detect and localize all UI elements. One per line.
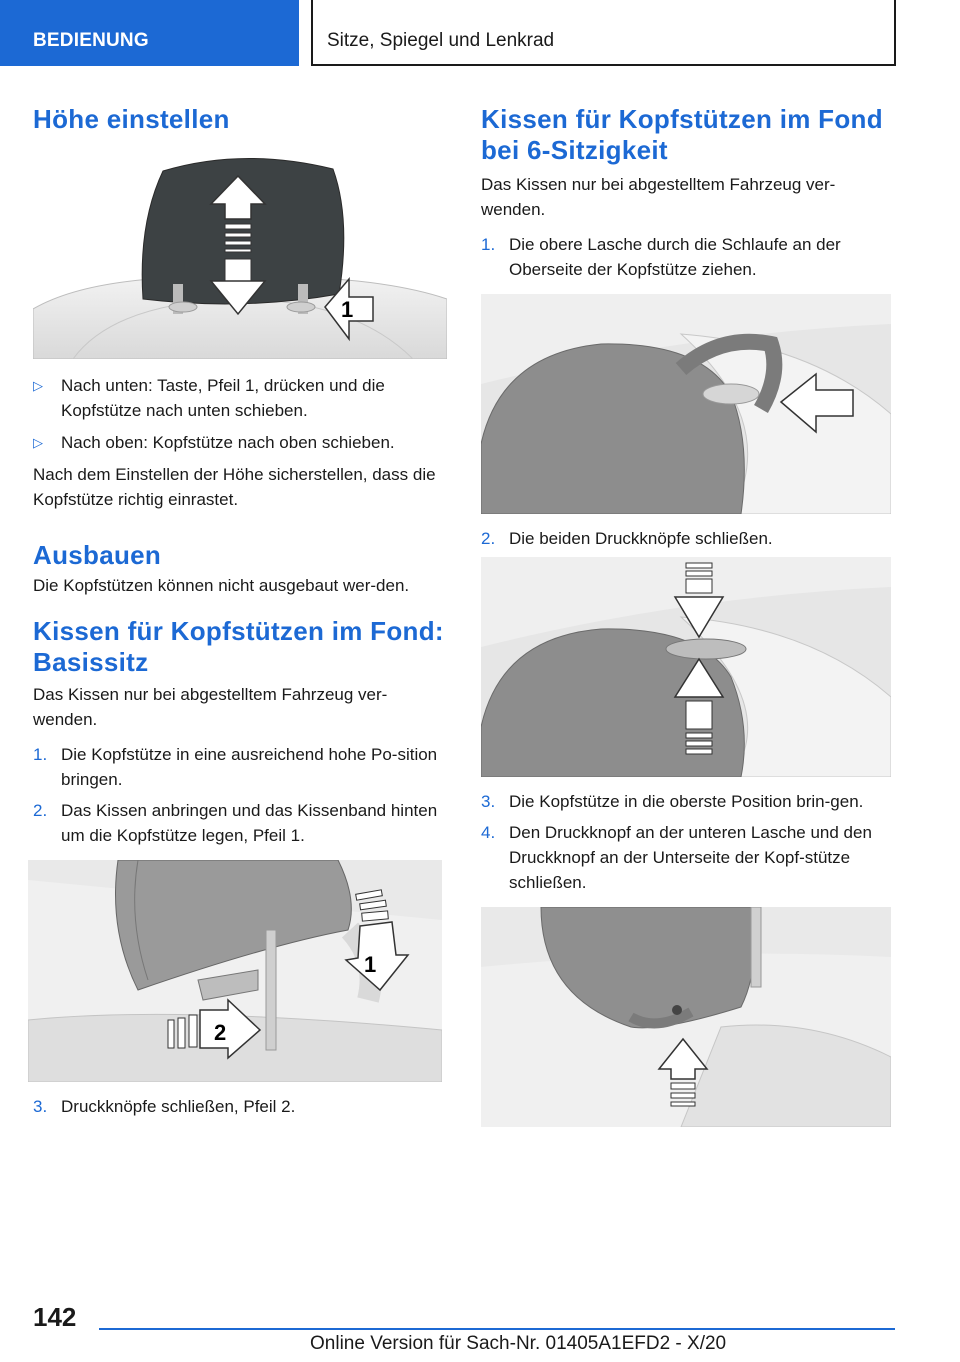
figure-label-2: 2 (214, 1020, 227, 1045)
step-item: 4. Den Druckknopf an der unteren Lasche und den Druckknopf an der Unterseite der Kopf-stütze schließen. (481, 823, 872, 892)
bullet-item: ▷ Nach unten: Taste, Pfeil 1, drücken und die Kopfstütze nach unten schieben. (33, 373, 447, 423)
kissen-basissitz-steps (33, 742, 447, 848)
step-item: 2. Die beiden Druckknöpfe schließen. (481, 529, 773, 548)
figure-cushion-basissitz (28, 860, 442, 1082)
figure-label-1: 1 (341, 297, 354, 322)
footer-text: Online Version für Sach-Nr. 01405A1EFD2 - X/20 (310, 1333, 727, 1354)
kissen-6-intro: Das Kissen nur bei abgestelltem Fahrzeug ver-wenden. (481, 175, 836, 219)
height-note: Nach dem Einstellen der Höhe sicherstellen, dass die Kopfstütze richtig einrastet. (33, 465, 436, 509)
step-item: 1. Die Kopfstütze in eine ausreichend hohe Po-sition bringen. (33, 745, 438, 789)
triangle-bullet-icon: ▷ (33, 378, 43, 393)
left-column (33, 96, 447, 1125)
ausbauen-text: Die Kopfstützen können nicht ausgebaut wer-den. (33, 576, 410, 595)
kissen-6-steps-b (481, 526, 891, 551)
figure-press-studs (481, 557, 891, 777)
height-bullets (33, 373, 447, 455)
figure-headrest-height (33, 149, 447, 359)
step-item: 3. Die Kopfstütze in die oberste Position brin-gen. (481, 792, 864, 811)
right-column (481, 96, 891, 1127)
bullet-item: ▷ Nach oben: Kopfstütze nach oben schieben. (33, 430, 447, 455)
chapter-title: Sitze, Spiegel und Lenkrad (311, 0, 896, 66)
figure-strap-loop (481, 294, 891, 514)
heading-ausbauen: Ausbauen (33, 540, 162, 570)
step-item: 2. Das Kissen anbringen und das Kissenband hinten um die Kopfstütze legen, Pfeil 1. (33, 801, 438, 845)
heading-kissen-basissitz: Kissen für Kopfstützen im Fond: Basissitz (33, 616, 444, 677)
heading-hoehe-einstellen: Höhe einstellen (33, 104, 230, 134)
figure-label-1: 1 (364, 952, 377, 977)
step-item: 1. Die obere Lasche durch die Schlaufe an der Oberseite der Kopfstütze ziehen. (481, 235, 841, 279)
page-number: 142 (33, 1302, 77, 1332)
footer-divider (99, 1328, 895, 1330)
triangle-bullet-icon: ▷ (33, 435, 43, 450)
section-tab: BEDIENUNG (0, 0, 299, 66)
kissen-6-steps-c (481, 789, 891, 895)
kissen-basissitz-steps-cont (33, 1094, 447, 1119)
kissen-6-steps-a (481, 232, 891, 282)
figure-lower-stud (481, 907, 891, 1127)
step-item: 3. Druckknöpfe schließen, Pfeil 2. (33, 1097, 296, 1116)
kissen-basissitz-intro: Das Kissen nur bei abgestelltem Fahrzeug ver-wenden. (33, 685, 388, 729)
heading-kissen-6-sitzigkeit: Kissen für Kopfstützen im Fond bei 6-Sitzigkeit (481, 104, 883, 165)
